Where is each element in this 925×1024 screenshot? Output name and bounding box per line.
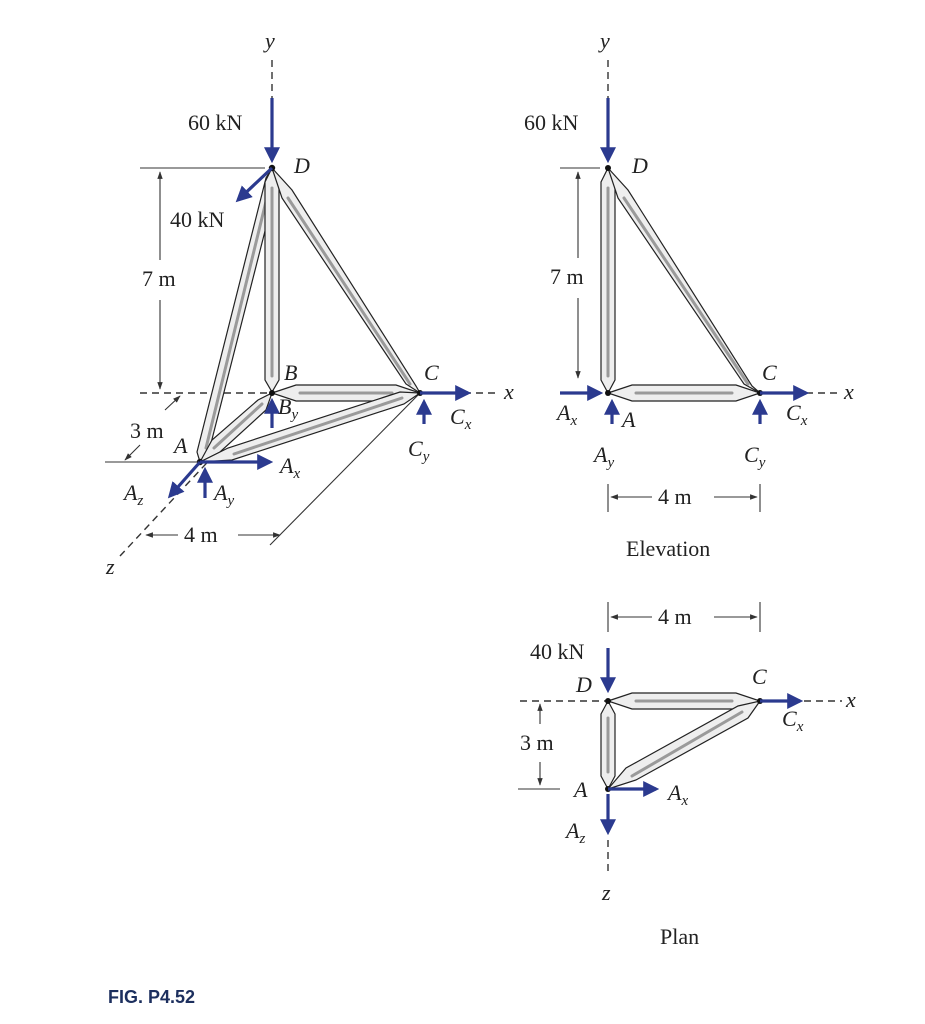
elev-load-60kN-label: 60 kN (524, 110, 579, 135)
y-axis-label: y (265, 28, 275, 53)
plan-joint-label-A: A (574, 777, 588, 802)
reaction-Ay-label: $A_y$ (214, 480, 235, 509)
x-axis-label: x (504, 379, 514, 404)
plan-reaction-Cx-label: $C_x$ (782, 706, 804, 735)
reaction-Cy-label: $C_y$ (408, 436, 430, 465)
joint-label-A: A (174, 433, 188, 458)
load-40kN-label: 40 kN (170, 207, 225, 232)
plan-title: Plan (660, 924, 700, 949)
elev-y-axis-label: y (600, 28, 610, 53)
joint-label-B: B (284, 360, 298, 385)
elev-joint-label-A: A (622, 407, 636, 432)
elev-member-DA (601, 168, 615, 393)
joint-label-C: C (424, 360, 439, 385)
z-axis-label: z (106, 554, 115, 579)
plan-member-DA (601, 701, 615, 789)
figure-caption: FIG. P4.52 (108, 987, 196, 1007)
elev-reaction-Cy-label: $C_y$ (744, 442, 766, 471)
elev-reaction-Cx-label: $C_x$ (786, 400, 808, 429)
isometric-view (105, 28, 514, 579)
reaction-Cx-label: $C_x$ (450, 404, 472, 433)
height-dim-label: 7 m (142, 266, 176, 291)
depth-dim-label: 3 m (130, 418, 164, 443)
span-dim-label: 4 m (184, 522, 218, 547)
plan-load-40kN-label: 40 kN (530, 639, 585, 664)
plan-joint-label-C: C (752, 664, 767, 689)
plan-member-AC (608, 701, 760, 789)
reaction-Az-arrow (170, 462, 200, 496)
reaction-Ax-label: $A_x$ (280, 453, 301, 482)
plan-x-axis-label: x (846, 687, 856, 712)
joint-B (269, 390, 275, 396)
depth-dim-down (125, 445, 140, 460)
elev-joint-A (605, 390, 611, 396)
plan-depth-dim-label: 3 m (520, 730, 554, 755)
elev-span-dim-label: 4 m (658, 484, 692, 509)
reaction-By-label: $B_y$ (278, 394, 299, 423)
elev-joint-label-D: D (632, 153, 648, 178)
plan-joint-D (605, 698, 611, 704)
load-60kN-label: 60 kN (188, 110, 243, 135)
plan-reaction-Az-label: $A_z$ (566, 818, 586, 847)
elev-reaction-Ax-label: $A_x$ (557, 400, 578, 429)
elev-height-dim-label: 7 m (550, 264, 584, 289)
plan-span-dim-label: 4 m (658, 604, 692, 629)
plan-reaction-Ax-label: $A_x$ (668, 780, 689, 809)
depth-dim-up (165, 396, 180, 410)
elevation-title: Elevation (626, 536, 711, 561)
reaction-Az-label: $A_z$ (124, 480, 144, 509)
elev-reaction-Ay-label: $A_y$ (594, 442, 615, 471)
elev-joint-D (605, 165, 611, 171)
elevation-view (524, 28, 854, 561)
plan-view (518, 602, 856, 949)
plan-joint-label-D: D (576, 672, 592, 697)
member-DB (265, 168, 279, 392)
elev-joint-label-C: C (762, 360, 777, 385)
elev-x-axis-label: x (844, 379, 854, 404)
joint-label-D: D (294, 153, 310, 178)
plan-z-axis-label: z (602, 880, 611, 905)
elev-member-AC (608, 385, 760, 401)
elev-member-DC (608, 168, 760, 393)
